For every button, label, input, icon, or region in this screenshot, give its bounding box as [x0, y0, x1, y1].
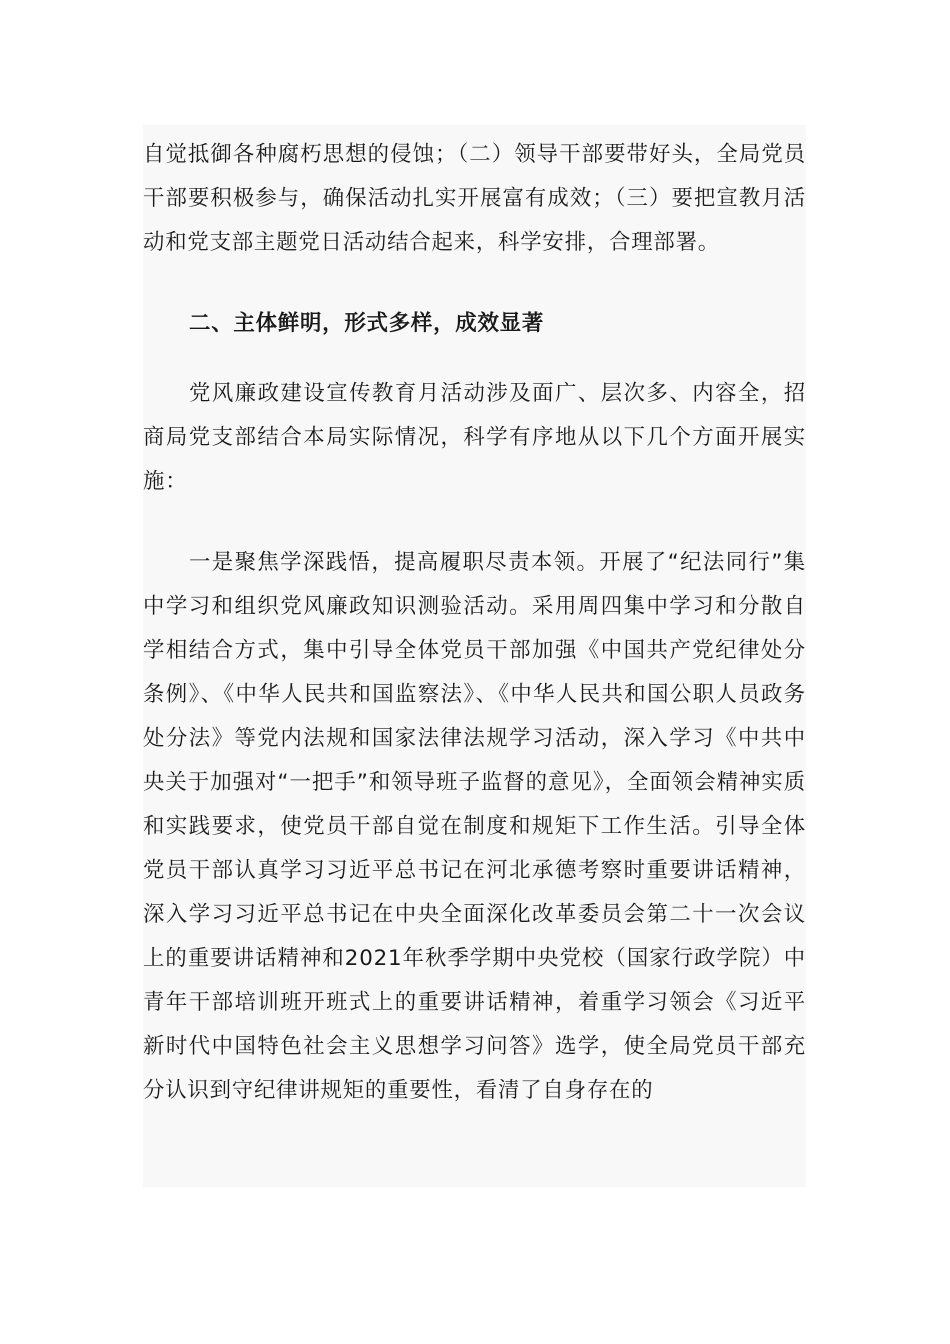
paragraph-study: 一是聚焦学深践悟，提高履职尽责本领。开展了“纪法同行”集中学习和组织党风廉政知识测验活动。采用周四集中学习和分散自学相结合方式，集中引导全体党员干部加强《中国共产党纪律处分条例》、《中华人民共和国监察法》、《中华人民共和国公职人员政务处分法》等党内法规和国家法律法规学习活动，深入学习《中共中央关于加强对“一把手”和领导班子监督的意见》，全面领会精神实质和实践要求，使党员干部自觉在制度和规矩下工作生活。引导全体党员干部认真学习习近平总书记在河北承德考察时重要讲话精神，深入学习习近平总书记在中央全面深化改革委员会第二十一次会议上的重要讲话精神和2021年秋季学期中央党校（国家行政学院）中青年干部培训班开班式上的重要讲话精神，着重学习领会《习近平新时代中国特色社会主义思想学习问答》选学，使全局党员干部充分认识到守纪律讲规矩的重要性，看清了自身存在的 [143, 550, 806, 1103]
paragraph-continuation: 自觉抵御各种腐朽思想的侵蚀；（二）领导干部要带好头，全局党员干部要积极参与，确保活动扎实开展富有成效；（三）要把宣教月活动和党支部主题党日活动结合起来，科学安排，合理部署。 [143, 142, 806, 255]
section-heading: 二、主体鲜明，形式多样，成效显著 [189, 311, 545, 336]
paragraph-intro: 党风廉政建设宣传教育月活动涉及面广、层次多、内容全，招商局党支部结合本局实际情况，科学有序地从以下几个方面开展实施： [143, 381, 806, 494]
document-text-block [143, 125, 806, 1187]
